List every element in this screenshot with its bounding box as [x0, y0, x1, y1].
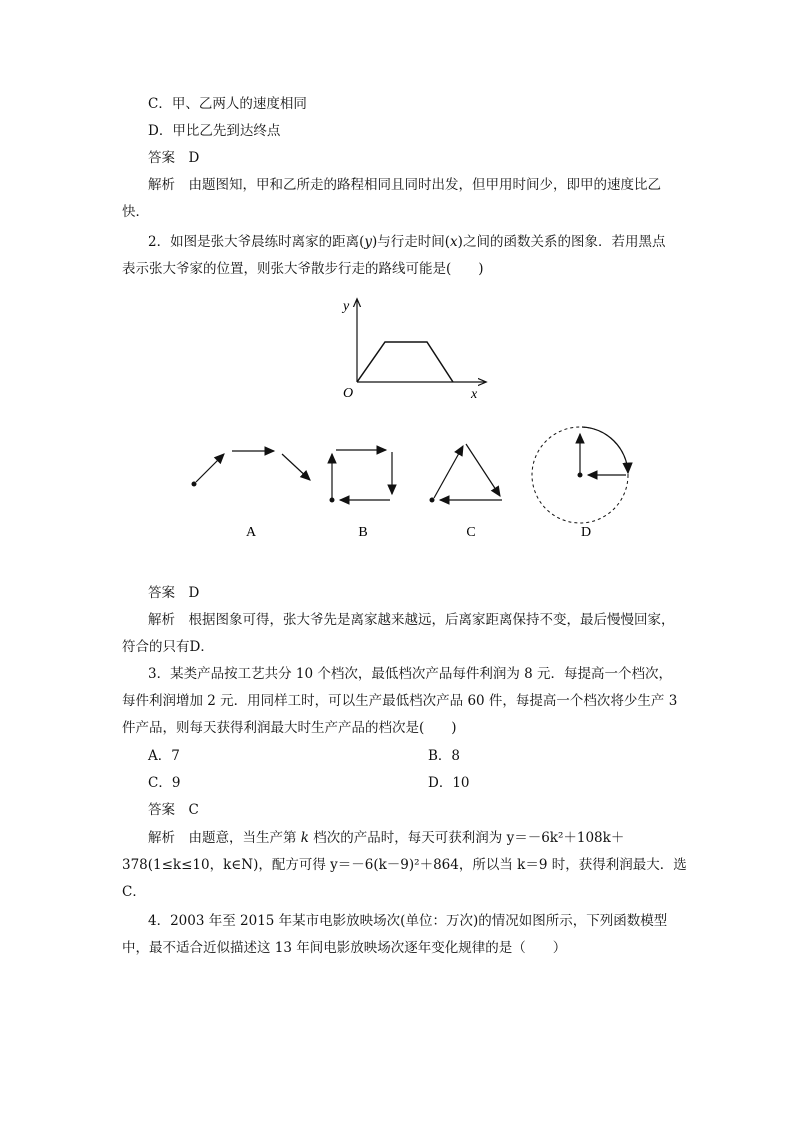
home-dot	[578, 473, 583, 478]
q1-explanation-line1: 解析 由题图知，甲和乙所走的路程相同且同时出发，但甲用时间少，即甲的速度比乙	[148, 177, 661, 193]
q3-answer: 答案 C	[148, 802, 199, 818]
route-label-c: C	[466, 525, 476, 540]
q4-stem-line2: 中，最不适合近似描述这 13 年间电影放映场次逐年变化规律的是（ ）	[122, 940, 567, 956]
y-axis-label: y	[343, 299, 350, 314]
q1-option-d: D．甲比乙先到达终点	[148, 123, 281, 139]
route-label-d: D	[580, 525, 592, 540]
home-dot	[192, 482, 197, 487]
q1-answer: 答案 D	[148, 150, 200, 166]
route-c	[430, 444, 503, 503]
q3-var-k: k	[300, 830, 309, 846]
q2-explanation-line2: 符合的只有D．	[122, 639, 214, 655]
distance-curve	[357, 342, 453, 382]
q4-stem-line1: 4．2003 年至 2015 年某市电影放映场次(单位：万次)的情况如图所示，下列函数模型	[148, 913, 668, 929]
q2-stem-line2: 表示张大爷家的位置，则张大爷散步行走的路线可能是( )	[122, 261, 484, 277]
q3-stem-line1: 3．某类产品按工艺共分 10 个档次，最低档次产品每件利润为 8 元．每提高一个档次，	[148, 666, 673, 682]
route-b	[330, 450, 393, 503]
q3-option-d: D．10	[428, 775, 470, 791]
q3-explanation-line1	[148, 828, 624, 848]
q3-explanation-line2: 378(1≤k≤10，k∈N)，配方可得 y＝－6(k－9)²＋864，所以当 k＝9 时，获得利润最大．选	[122, 857, 687, 873]
route-label-b: B	[358, 525, 368, 540]
q1-option-c: C．甲、乙两人的速度相同	[148, 96, 307, 112]
q2-stem-part: 2．如图是张大爷晨练时离家的距离(	[148, 234, 365, 250]
q3-explanation-part: 解析 由题意，当生产第	[148, 830, 301, 846]
route-options-figure	[180, 420, 640, 550]
q2-var-y: y	[364, 234, 372, 250]
x-axis-label: x	[471, 387, 478, 402]
home-dot	[330, 498, 335, 503]
home-dot	[430, 498, 435, 503]
q3-explanation-part: 档次的产品时，每天可获利润为 y＝－6k²＋108k＋	[308, 830, 625, 846]
origin-label: O	[343, 386, 354, 401]
q2-explanation-line1: 解析 根据图象可得，张大爷先是离家越来越远，后离家距离保持不变，最后慢慢回家，	[148, 612, 675, 628]
route-label-a: A	[245, 525, 257, 540]
q3-stem-line2: 每件利润增加 2 元．用同样工时，可以生产最低档次产品 60 件，每提高一个档次将少生产 3	[122, 693, 678, 709]
q3-explanation-line3: C．	[122, 884, 146, 900]
route-d	[532, 427, 628, 523]
q2-stem-line1	[148, 232, 665, 252]
q3-stem-line3: 件产品，则每天获得利润最大时生产产品的档次是( )	[122, 720, 457, 736]
route-a	[192, 451, 311, 487]
q3-option-b: B．8	[428, 748, 461, 764]
distance-time-graph	[335, 292, 495, 404]
q2-stem-part: )之间的函数关系的图象．若用黑点	[457, 234, 666, 250]
q2-stem-part: )与行走时间(	[372, 234, 451, 250]
q3-option-a: A．7	[148, 748, 180, 764]
q2-answer: 答案 D	[148, 585, 200, 601]
q2-var-x: x	[450, 234, 458, 250]
q3-option-c: C．9	[148, 775, 181, 791]
q1-explanation-line2: 快．	[122, 204, 149, 220]
